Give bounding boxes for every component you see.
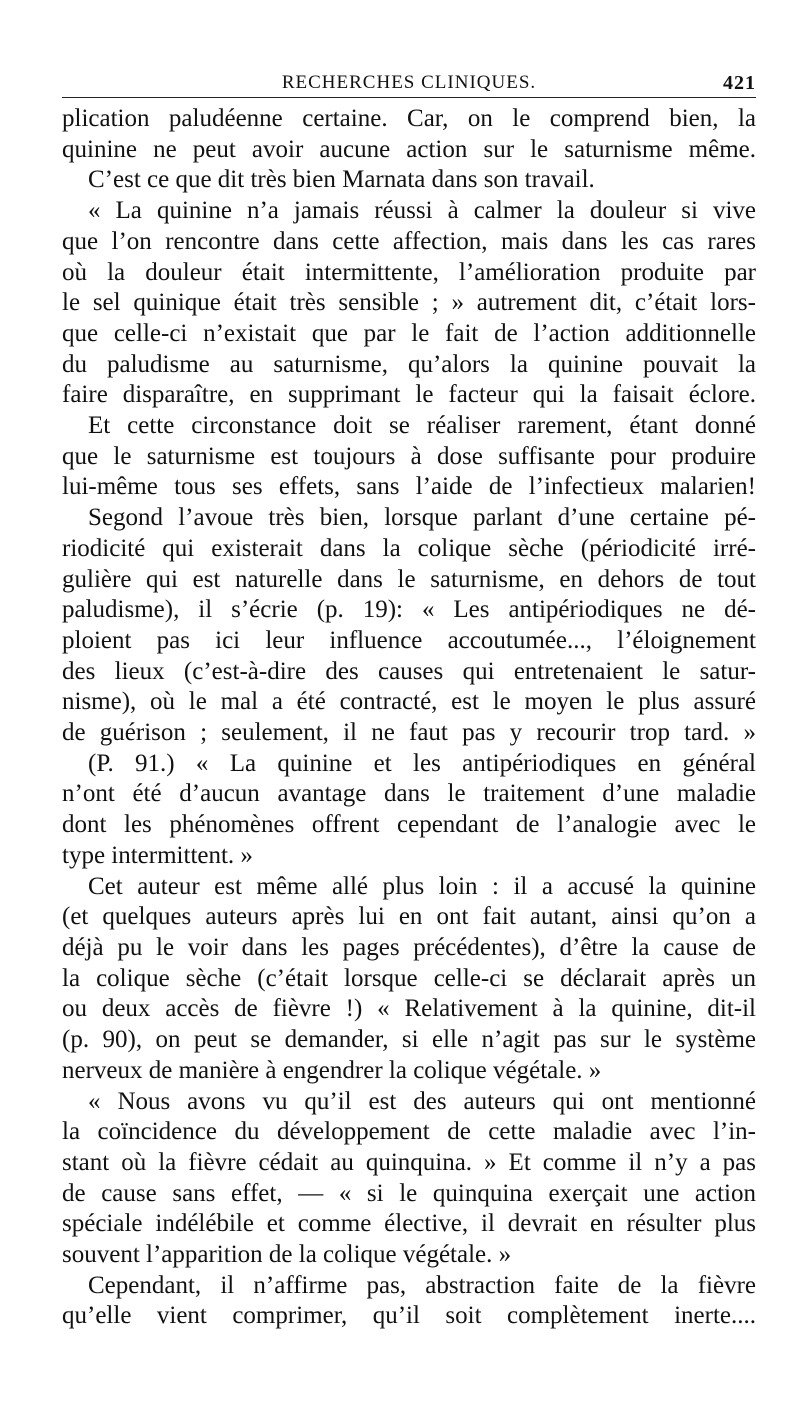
text-line: (et quelques auteurs après lui en ont fait autant, ainsi qu’on a (62, 903, 756, 931)
text-line: où la douleur était intermittente, l’amélioration produite par (62, 258, 756, 286)
text-line: spéciale indélébile et comme élective, il devrait en résulter plus (62, 1210, 756, 1238)
text-line: plication paludéenne certaine. Car, on le comprend bien, la (62, 105, 756, 132)
text-line: faire disparaître, en supprimant le facteur qui la faisait éclore. (62, 381, 756, 409)
text-line: nerveux de manière à engendrer la colique végétale. » (62, 1056, 602, 1084)
text-line: « Nous avons vu qu’il est des auteurs qui ont mentionné (88, 1087, 756, 1115)
text-line: Et cette circonstance doit se réaliser rarement, étant donné (88, 412, 756, 440)
text-line: la coïncidence du développement de cette maladie avec l’in- (62, 1118, 756, 1146)
text-line: de guérison ; seulement, il ne faut pas y recourir trop tard. » (62, 719, 756, 747)
text-line: stant où la fièvre cédait au quinquina. » Et comme il n’y a pas (62, 1148, 756, 1176)
text-line: de cause sans effet, — « si le quinquina exerçait une action (62, 1179, 756, 1207)
text-line: Cependant, il n’affirme pas, abstraction faite de la fièvre (88, 1271, 756, 1299)
text-line: riodicité qui existerait dans la colique sèche (périodicité irré- (62, 534, 756, 562)
text-line: que l’on rencontre dans cette affection, mais dans les cas rares (62, 227, 756, 255)
text-line: paludisme), il s’écrie (p. 19): « Les antipériodiques ne dé- (62, 596, 756, 624)
text-line: type intermittent. » (62, 841, 253, 869)
text-line: n’ont été d’aucun avantage dans le traitement d’une maladie (62, 780, 756, 808)
text-line: nisme), où le mal a été contracté, est le moyen le plus assuré (62, 688, 756, 716)
text-line: « La quinine n’a jamais réussi à calmer la douleur si vive (88, 197, 756, 225)
text-line: Cet auteur est même allé plus loin : il a accusé la quinine (88, 872, 756, 900)
text-line: qu’elle vient comprimer, qu’il soit complètement inerte.... (62, 1302, 756, 1330)
text-line: (P. 91.) « La quinine et les antipériodiques en général (88, 749, 756, 777)
page-number: 421 (723, 72, 756, 94)
text-line: Segond l’avoue très bien, lorsque parlant d’une certaine pé- (88, 504, 756, 532)
text-line: (p. 90), on peut se demander, si elle n’agit pas sur le système (62, 1026, 756, 1054)
text-line: gulière qui est naturelle dans le saturnisme, en dehors de tout (62, 565, 756, 593)
text-line: la colique sèche (c’était lorsque celle-ci se déclarait après un (62, 964, 756, 992)
text-line: souvent l’apparition de la colique végétale. » (62, 1241, 512, 1269)
body-text (62, 104, 756, 1332)
text-line: que celle-ci n’existait que par le fait de l’action additionnelle (62, 319, 756, 347)
text-line: lui-même tous ses effets, sans l’aide de l’infectieux malarien! (62, 473, 756, 501)
text-line: C’est ce que dit très bien Marnata dans son travail. (88, 166, 595, 194)
text-line: des lieux (c’est-à-dire des causes qui entretenaient le satur- (62, 657, 756, 685)
running-title: RECHERCHES CLINIQUES. (281, 72, 537, 93)
text-line: ploient pas ici leur influence accoutumée..., l’éloignement (62, 626, 756, 654)
text-line: que le saturnisme est toujours à dose suffisante pour produire (62, 442, 756, 470)
text-line: du paludisme au saturnisme, qu’alors la quinine pouvait la (62, 350, 756, 378)
text-line: déjà pu le voir dans les pages précédentes), d’être la cause de (62, 933, 756, 961)
text-line: dont les phénomènes offrent cependant de l’analogie avec le (62, 811, 756, 839)
text-line: quinine ne peut avoir aucune action sur le saturnisme même. (62, 135, 756, 163)
header-rule (62, 97, 756, 98)
text-line: ou deux accès de fièvre !) « Relativement à la quinine, dit-il (62, 995, 756, 1023)
text-line: le sel quinique était très sensible ; » autrement dit, c’était lors- (62, 289, 756, 317)
